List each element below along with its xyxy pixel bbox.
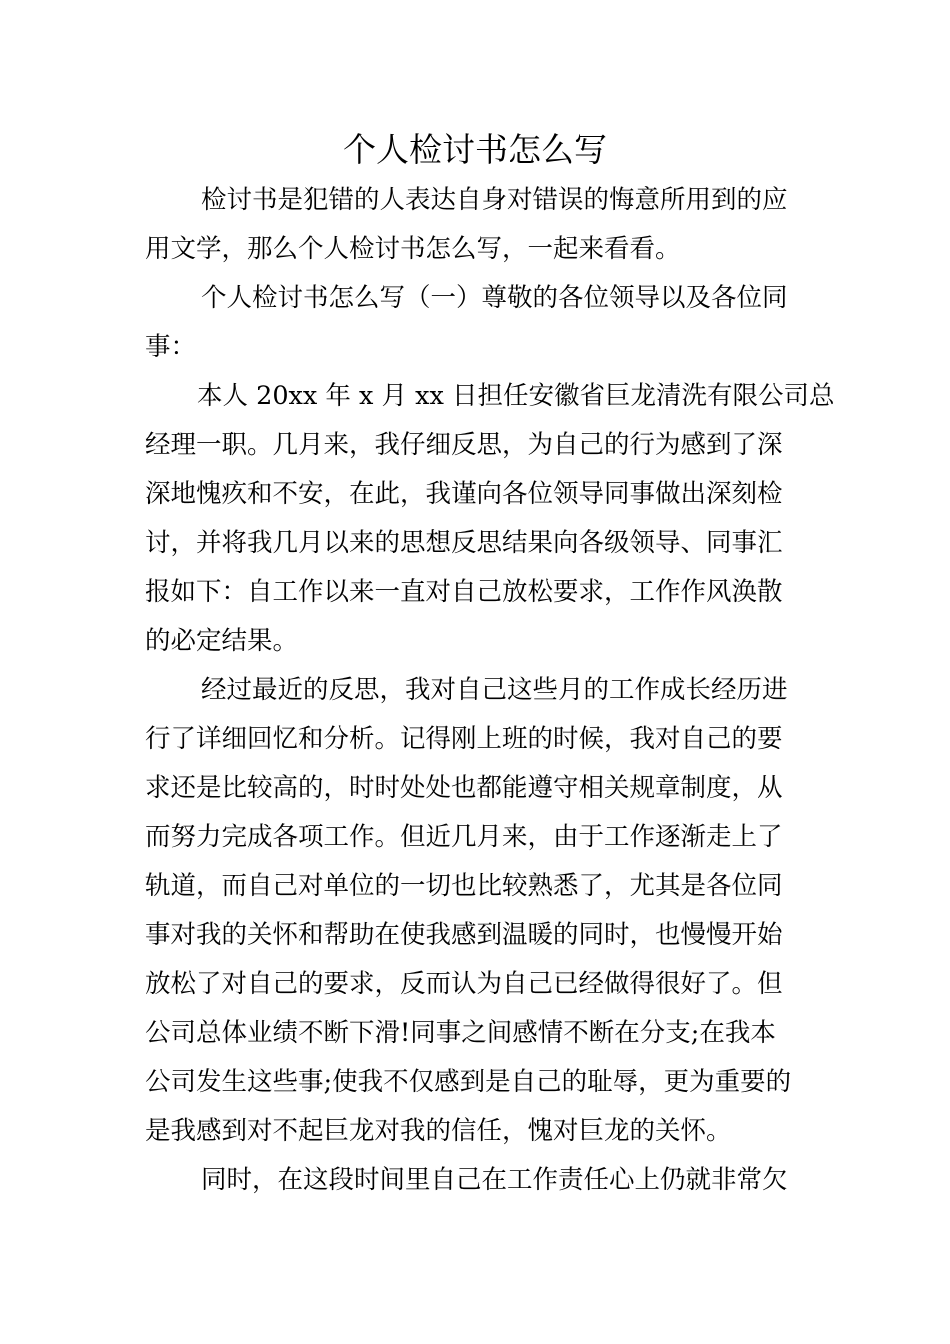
text-line: 经理一职。几月来，我仔细反思，为自己的行为感到了深 [145, 430, 783, 460]
text-line: 用文学，那么个人检讨书怎么写，一起来看看。 [145, 234, 681, 264]
text-line: 个人检讨书怎么写（一）尊敬的各位领导以及各位同 [201, 283, 788, 313]
paragraph-salutation [145, 274, 815, 372]
text-line: 同时，在这段时间里自己在工作责任心上仍就非常欠 [201, 1165, 788, 1195]
text-line: 深地愧疚和不安，在此，我谨向各位领导同事做出深刻检 [145, 479, 783, 509]
text-line: 公司发生这些事;使我不仅感到是自己的耻辱，更为重要的 [145, 1067, 792, 1097]
text-line: 是我感到对不起巨龙对我的信任，愧对巨龙的关怀。 [145, 1116, 732, 1146]
text-line: 讨，并将我几月以来的思想反思结果向各级领导、同事汇 [145, 528, 783, 558]
text-line: 本人 20xx 年 x 月 xx 日担任安徽省巨龙清洗有限公司总 [197, 381, 835, 411]
text-line: 检讨书是犯错的人表达自身对错误的悔意所用到的应 [201, 185, 788, 215]
text-line: 报如下：自工作以来一直对自己放松要求，工作作风涣散 [145, 577, 783, 607]
paragraph-intro [145, 176, 815, 274]
text-line: 经过最近的反思，我对自己这些月的工作成长经历进 [201, 675, 788, 705]
text-line: 行了详细回忆和分析。记得刚上班的时候，我对自己的要 [145, 724, 783, 754]
text-line: 事对我的关怀和帮助在使我感到温暖的同时，也慢慢开始 [145, 920, 783, 950]
text-line: 事： [145, 332, 197, 362]
text-line: 而努力完成各项工作。但近几月来，由于工作逐渐走上了 [145, 822, 783, 852]
text-line: 公司总体业绩不断下滑!同事之间感情不断在分支;在我本 [145, 1018, 776, 1048]
text-line: 求还是比较高的，时时处处也都能遵守相关规章制度，从 [145, 773, 783, 803]
text-line: 放松了对自己的要求，反而认为自己已经做得很好了。但 [145, 969, 783, 999]
paragraph-statement [145, 372, 835, 666]
paragraph-reflection [145, 666, 815, 1156]
text-line: 的必定结果。 [145, 626, 299, 656]
document-title: 个人检讨书怎么写 [343, 130, 607, 169]
paragraph-continuation [145, 1156, 815, 1205]
text-line: 轨道，而自己对单位的一切也比较熟悉了，尤其是各位同 [145, 871, 783, 901]
document-body [145, 176, 835, 1205]
